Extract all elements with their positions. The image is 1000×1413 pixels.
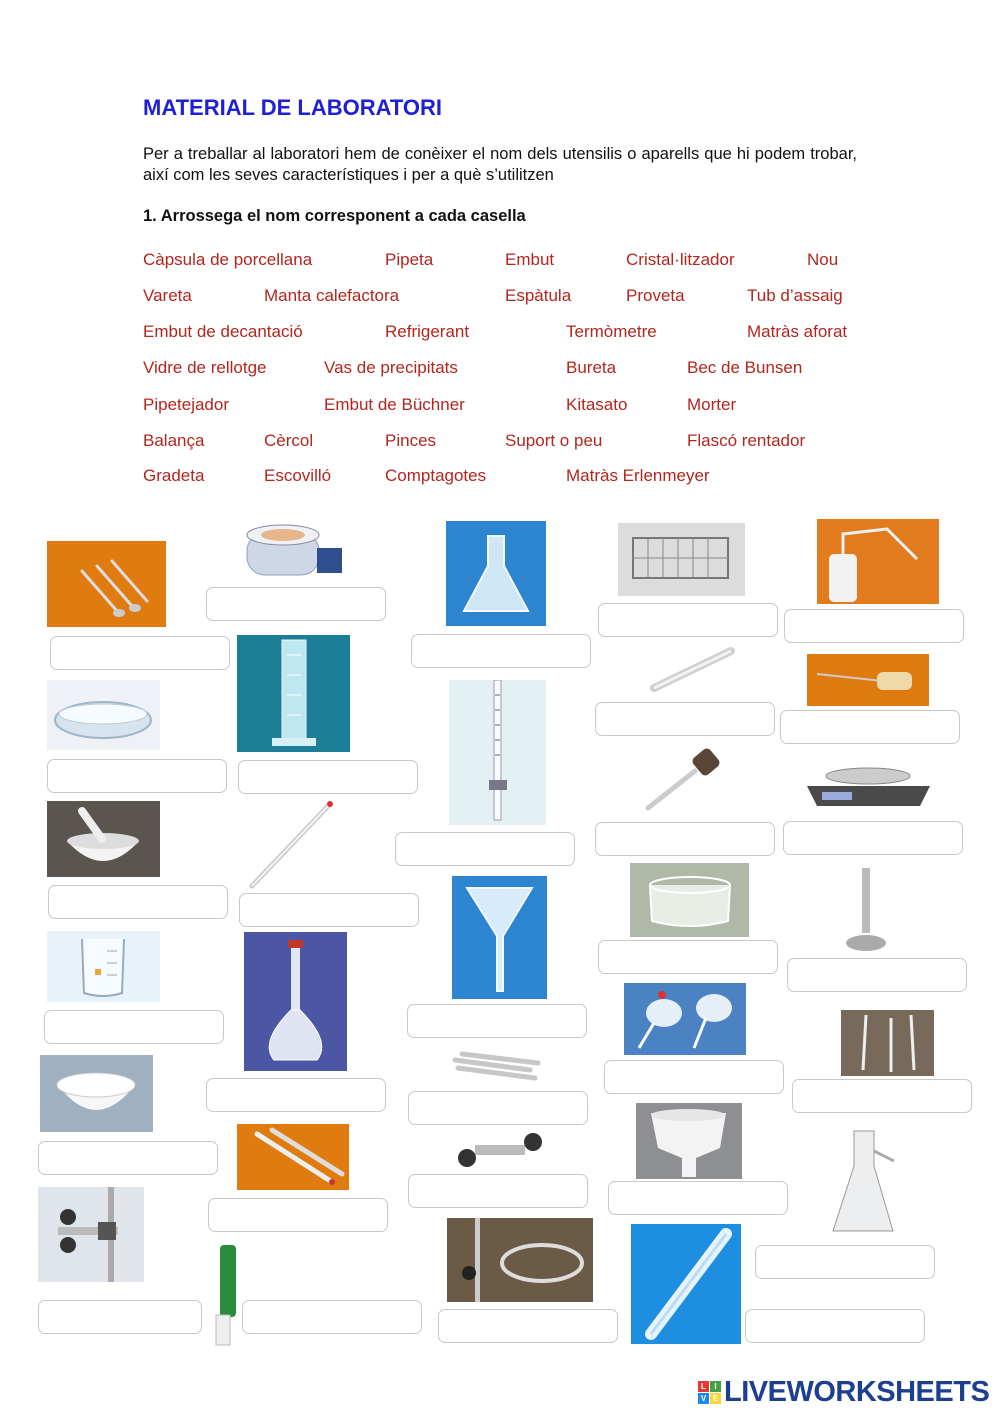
condenser-photo [631,1224,741,1344]
kitasato-photo [828,1121,900,1241]
watch-glass-photo [47,680,160,750]
page-title: MATERIAL DE LABORATORI [143,95,443,120]
graduated-cylinder-photo [237,635,350,752]
word-bunsen[interactable]: Bec de Bunsen [687,358,803,377]
answer-box-27[interactable] [780,710,960,744]
answer-box-23[interactable] [604,1060,784,1094]
answer-box-13[interactable] [411,634,591,668]
answer-box-19[interactable] [598,603,778,637]
answer-box-17[interactable] [408,1174,588,1208]
separatory-funnel-photo [624,983,746,1055]
word-kitasato[interactable]: Kitasato [566,395,628,414]
word-cristallitzador[interactable]: Cristal·litzador [626,250,735,269]
answer-box-9[interactable] [239,893,419,927]
dropper-photo [640,746,725,814]
balance-photo [802,756,935,809]
answer-box-16[interactable] [408,1091,588,1125]
word-pipeta[interactable]: Pipeta [385,250,434,269]
test-tubes-photo [450,1050,542,1085]
word-pinces[interactable]: Pinces [385,431,437,450]
word-erlenmeyer[interactable]: Matràs Erlenmeyer [566,466,710,485]
word-refrigerant[interactable]: Refrigerant [385,322,470,341]
answer-box-8[interactable] [238,760,418,794]
liveworksheets-logo [698,1376,989,1409]
thermometers-photo [841,1010,934,1076]
answer-box-28[interactable] [783,821,963,855]
spatulas-photo [47,541,166,627]
evaporating-dish-photo [40,1055,153,1132]
word-buchner[interactable]: Embut de Büchner [324,395,465,414]
erlenmeyer-photo [446,521,546,626]
word-bureta[interactable]: Bureta [566,358,617,377]
word-vidre[interactable]: Vidre de rellotge [143,358,267,377]
answer-box-29[interactable] [787,958,967,992]
answer-box-21[interactable] [595,822,775,856]
mortar-photo [47,801,160,877]
glass-rod-photo [646,643,736,698]
word-vareta[interactable]: Vareta [143,286,192,305]
logo-cubes-icon: L I V E [698,1381,721,1404]
word-tub[interactable]: Tub d’assaig [747,286,843,305]
test-tube-brush-photo [807,654,929,706]
word-flasco[interactable]: Flascó rentador [687,431,806,450]
answer-box-15[interactable] [407,1004,587,1038]
word-manta[interactable]: Manta calefactora [264,286,400,305]
answer-box-18[interactable] [438,1309,618,1343]
answer-box-31[interactable] [755,1245,935,1279]
answer-box-3[interactable] [48,885,228,919]
word-balanca[interactable]: Balança [143,431,205,450]
word-proveta[interactable]: Proveta [626,286,685,305]
answer-box-14[interactable] [395,832,575,866]
answer-box-26[interactable] [784,609,964,643]
intro-text: Per a treballar al laboratori hem de conèixer el nom dels utensilis o aparells que hi podem trobar, així com les seves característiques i per a què s’utilitzen [143,145,857,184]
answer-box-24[interactable] [608,1181,788,1215]
clamp-photo [455,1130,543,1172]
word-vas[interactable]: Vas de precipitats [324,358,458,377]
word-capsula[interactable]: Càpsula de porcellana [143,250,313,269]
pipette-filler-photo [208,1240,244,1347]
stand-clamp-photo [38,1187,144,1282]
answer-box-30[interactable] [792,1079,972,1113]
buchner-funnel-photo [636,1103,742,1179]
word-termometre[interactable]: Termòmetre [566,322,657,341]
test-tube-rack-photo [618,523,745,596]
word-embut-decantacio[interactable]: Embut de decantació [143,322,303,341]
word-escovillo[interactable]: Escovilló [264,466,332,485]
heating-mantle-photo [242,518,347,581]
answer-box-10[interactable] [206,1078,386,1112]
burette-photo [449,680,546,825]
bunsen-burner-photo [840,863,892,954]
word-cercol[interactable]: Cèrcol [264,431,314,450]
answer-box-2[interactable] [47,759,227,793]
word-pipetejador[interactable]: Pipetejador [143,395,230,414]
answer-box-5[interactable] [38,1141,218,1175]
answer-box-4[interactable] [44,1010,224,1044]
pipette-photo [244,800,338,890]
thermometer-pair-photo [237,1124,349,1190]
volumetric-flask-photo [244,932,347,1071]
ring-stand-photo [447,1218,593,1302]
answer-box-7[interactable] [206,587,386,621]
crystallizer-photo [630,863,749,937]
wash-bottle-photo [817,519,939,604]
word-espatula[interactable]: Espàtula [505,286,572,305]
answer-box-12[interactable] [242,1300,422,1334]
logo-text: LIVEWORKSHEETS [724,1376,990,1408]
question-heading: 1. Arrossega el nom corresponent a cada casella [143,207,526,225]
answer-box-6[interactable] [38,1300,202,1334]
word-embut[interactable]: Embut [505,250,555,269]
answer-box-11[interactable] [208,1198,388,1232]
funnel-photo [452,876,547,999]
word-gradeta[interactable]: Gradeta [143,466,205,485]
beaker-photo [47,931,160,1002]
word-comptagotes[interactable]: Comptagotes [385,466,487,485]
word-matras-aforat[interactable]: Matràs aforat [747,322,848,341]
answer-box-22[interactable] [598,940,778,974]
word-suport[interactable]: Suport o peu [505,431,603,450]
word-nou[interactable]: Nou [807,250,839,269]
answer-box-25[interactable] [745,1309,925,1343]
word-morter[interactable]: Morter [687,395,737,414]
answer-box-20[interactable] [595,702,775,736]
answer-box-1[interactable] [50,636,230,670]
